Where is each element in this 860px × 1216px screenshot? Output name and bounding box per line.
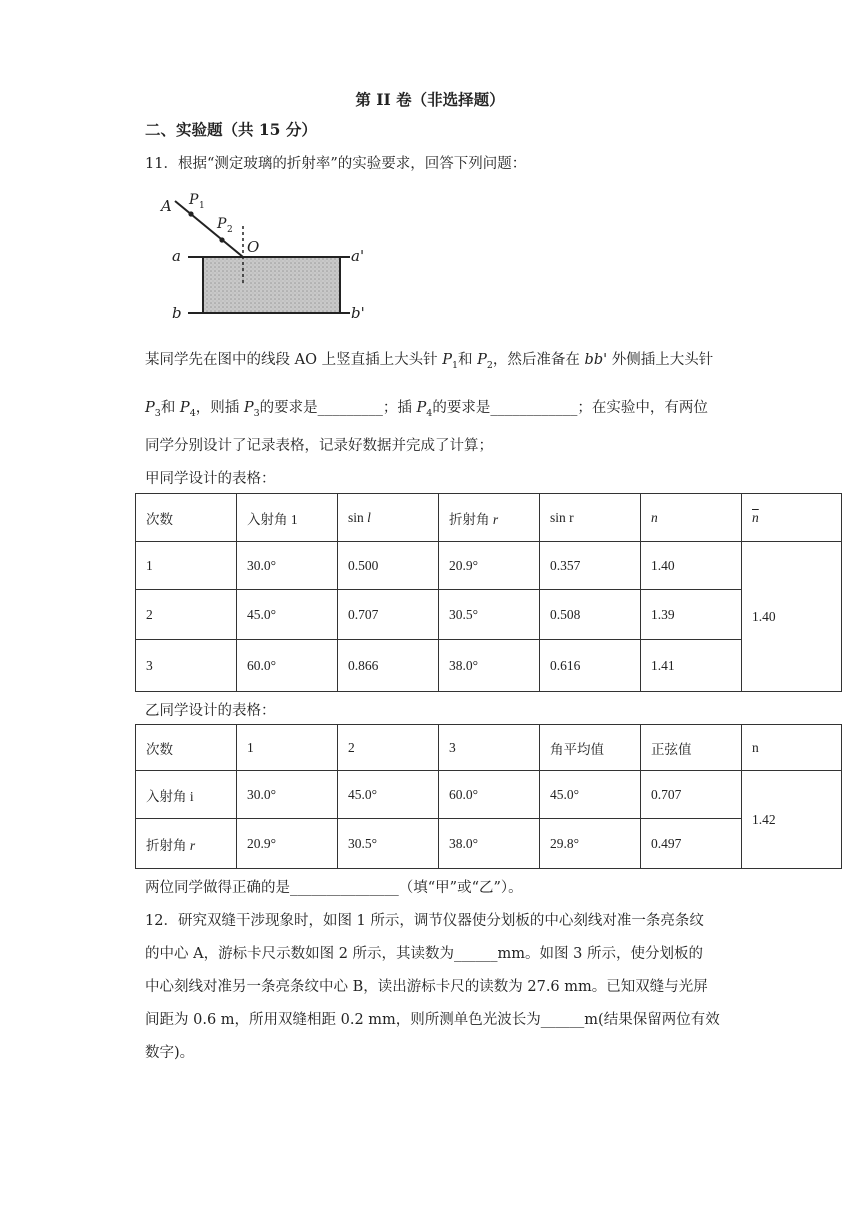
glass-block bbox=[203, 257, 340, 313]
table2-caption: 乙同学设计的表格： bbox=[145, 703, 276, 719]
mean-cell: 1.40 bbox=[742, 542, 842, 692]
header-cell: sin l bbox=[338, 494, 439, 542]
section-title: 第 II 卷（非选择题） bbox=[355, 90, 505, 109]
table1-caption: 甲同学设计的表格： bbox=[145, 471, 276, 487]
table-cell: 30.5° bbox=[338, 819, 439, 869]
table-cell: 30.0° bbox=[237, 542, 338, 590]
incident-ray-ao bbox=[175, 201, 243, 257]
table-header-row bbox=[136, 494, 842, 542]
q12-line-5: 数字)。 bbox=[145, 1045, 195, 1061]
q11-paragraph-3: 同学分别设计了记录表格，记录好数据并完成了计算； bbox=[145, 438, 493, 454]
header-cell-mean: $\overline{n}$ bbox=[742, 494, 842, 542]
header-cell: 入射角 1 bbox=[237, 494, 338, 542]
table-cell: 30.0° bbox=[237, 771, 338, 819]
header-cell: 3 bbox=[439, 725, 540, 771]
header-cell: 次数 bbox=[136, 494, 237, 542]
table-row bbox=[136, 542, 842, 590]
q12-line-2: 的中心 A，游标卡尺示数如图 2 所示，其读数为______mm。如图 3 所示，使分划板的 bbox=[145, 946, 703, 962]
table-cell: 30.5° bbox=[439, 590, 540, 640]
q11-answer-line: 两位同学做得正确的是_______________（填“甲”或“乙”）。 bbox=[145, 880, 523, 896]
q12-line-4: 间距为 0.6 m，所用双缝相距 0.2 mm，则所测单色光波长为______m(结果保留两位有效 bbox=[145, 1012, 720, 1028]
label-a-prime: a' bbox=[351, 247, 365, 265]
table-cell: 60.0° bbox=[237, 640, 338, 692]
label-b: b bbox=[172, 304, 182, 322]
header-cell: 折射角 r bbox=[439, 494, 540, 542]
table-cell: 1 bbox=[136, 542, 237, 590]
table-cell: 45.0° bbox=[338, 771, 439, 819]
label-p2: P bbox=[217, 216, 227, 232]
header-cell: 2 bbox=[338, 725, 439, 771]
table-cell: 38.0° bbox=[439, 640, 540, 692]
section-heading: 二、实验题（共 15 分） bbox=[145, 120, 317, 139]
table-cell: 38.0° bbox=[439, 819, 540, 869]
label-p1-sub: 1 bbox=[199, 201, 205, 211]
table-cell: 0.616 bbox=[540, 640, 641, 692]
table-cell: 1.40 bbox=[641, 542, 742, 590]
table-yi bbox=[135, 724, 842, 869]
pin-p2 bbox=[219, 237, 224, 242]
header-cell: 角平均值 bbox=[540, 725, 641, 771]
table-cell: 0.866 bbox=[338, 640, 439, 692]
table-cell: 3 bbox=[136, 640, 237, 692]
table-cell: 45.0° bbox=[237, 590, 338, 640]
table-cell: 45.0° bbox=[540, 771, 641, 819]
n-value-cell: 1.42 bbox=[742, 771, 842, 869]
header-cell: sin r bbox=[540, 494, 641, 542]
table-header-row bbox=[136, 725, 842, 771]
table-cell: 20.9° bbox=[237, 819, 338, 869]
refraction-diagram bbox=[150, 186, 380, 328]
label-b-prime: b' bbox=[351, 304, 365, 322]
table-cell: 1.39 bbox=[641, 590, 742, 640]
table-cell: 29.8° bbox=[540, 819, 641, 869]
pin-p1 bbox=[188, 211, 193, 216]
table-cell: 0.707 bbox=[338, 590, 439, 640]
table-cell: 2 bbox=[136, 590, 237, 640]
q12-line-1: 12．研究双缝干涉现象时，如图 1 所示，调节仪器使分划板的中心刻线对准一条亮条纹 bbox=[145, 913, 704, 929]
label-o: O bbox=[247, 238, 260, 256]
table-cell: 折射角 r bbox=[136, 819, 237, 869]
table-row bbox=[136, 819, 842, 869]
table-cell: 0.497 bbox=[641, 819, 742, 869]
table-cell: 60.0° bbox=[439, 771, 540, 819]
table-jia bbox=[135, 493, 842, 692]
table-cell: 入射角 i bbox=[136, 771, 237, 819]
table-row bbox=[136, 771, 842, 819]
q11-paragraph-1: 某同学先在图中的线段 AO 上竖直插上大头针 $P_1$和 $P_2$，然后准备在 bb' 外侧插上大头针 bbox=[145, 352, 714, 371]
label-p2-sub: 2 bbox=[227, 225, 233, 235]
q12-line-3: 中心刻线对准另一条亮条纹中心 B，读出游标卡尺的读数为 27.6 mm。已知双缝与光屏 bbox=[145, 979, 708, 995]
table-row bbox=[136, 640, 842, 692]
table-cell: 1.41 bbox=[641, 640, 742, 692]
header-cell: n bbox=[641, 494, 742, 542]
header-cell: 次数 bbox=[136, 725, 237, 771]
table-cell: 0.500 bbox=[338, 542, 439, 590]
label-a: a bbox=[172, 247, 181, 265]
header-cell: 正弦值 bbox=[641, 725, 742, 771]
header-cell: 1 bbox=[237, 725, 338, 771]
table-cell: 0.508 bbox=[540, 590, 641, 640]
label-p1: P bbox=[189, 192, 199, 208]
table-cell: 0.357 bbox=[540, 542, 641, 590]
label-a-point: A bbox=[161, 197, 172, 215]
table-row bbox=[136, 590, 842, 640]
q11-paragraph-2: $P_3$和 $P_4$，则插 $P_3$的要求是_________；插 $P_4$的要求是____________；在实验中，有两位 bbox=[145, 400, 708, 419]
q11-intro: 11．根据“测定玻璃的折射率”的实验要求，回答下列问题： bbox=[145, 156, 527, 172]
table-cell: 0.707 bbox=[641, 771, 742, 819]
header-cell: n bbox=[742, 725, 842, 771]
table-cell: 20.9° bbox=[439, 542, 540, 590]
